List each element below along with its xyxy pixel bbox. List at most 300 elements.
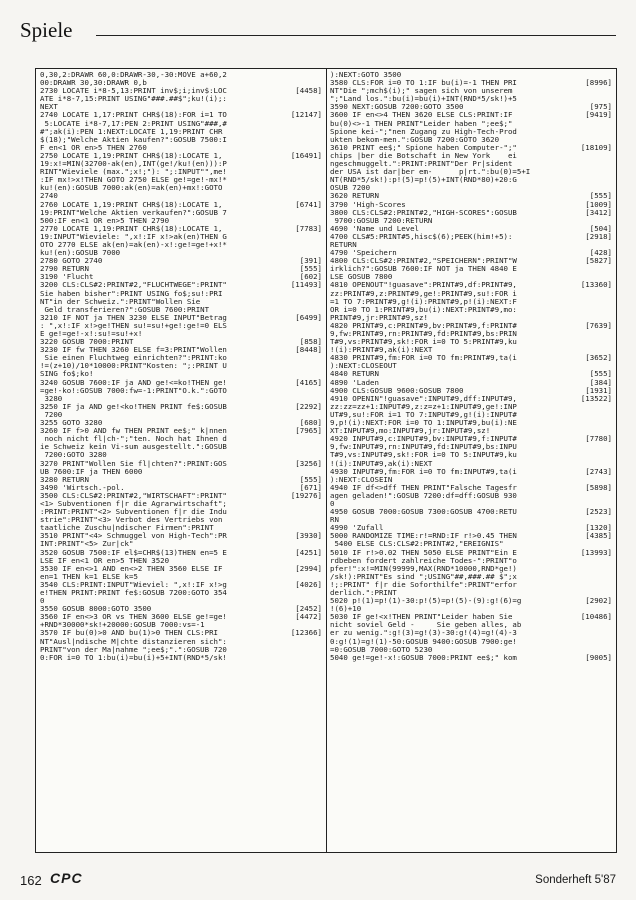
code-text: Sie einen Fluchtweg einrichten?":PRINT:ko [40,354,227,363]
code-text: T#9,vs:PRINT#9,sk!:FOR i=0 TO 5:PRINT#9,ku [330,338,517,347]
code-text: 4800 CLS:CLS#2:PRINT#2,"SPEICHERN":PRINT"W [330,257,517,266]
code-text: 3220 GOSUB 7000:PRINT [40,338,134,347]
code-line [40,557,322,565]
code-text: 4930 INPUT#9,fm:FOR i=0 TO fm:INPUT#9,ta(i [330,467,517,476]
code-text: F en<1 OR en>5 THEN 2760 [40,143,147,152]
code-text: irklich?":GOSUB 7600:IF NOT ja THEN 4840 E [330,265,517,274]
code-line [40,419,322,427]
code-line [40,629,322,637]
code-text: 5000 RANDOMIZE TIME:r!=RND:IF r!>0.45 THEN [330,532,517,541]
code-text: 3530 IF en<>1 AND en<>2 THEN 3560 ELSE IF [40,564,223,573]
code-text: 500:IF en<1 OR en>5 THEN 2790 [40,216,170,225]
checksum: [555] [299,264,322,274]
code-line [40,379,322,387]
code-line [330,524,612,532]
code-text: 3580 CLS:FOR i=0 TO 1:IF bu(i)=-1 THEN PRI [330,79,517,88]
code-line [40,476,322,484]
code-text: 4950 GOSUB 7000:GOSUB 7300:GOSUB 4700:RETU [330,508,517,517]
code-line [40,322,322,330]
checksum [576,290,612,298]
code-line [40,581,322,589]
code-text: 3600 IF en<>4 THEN 3620 ELSE CLS:PRINT:IF [330,111,513,120]
code-text: der USA ist dar|ber em- p|rt.":bu(0)=5+I [330,168,531,177]
code-line [330,468,612,476]
left-lines [36,69,326,662]
code-text: 4990 'Zufall [330,524,384,533]
code-line [40,225,322,233]
checksum: [4165] [295,377,322,387]
checksum [286,71,322,79]
code-line [330,281,612,289]
checksum: [13993] [580,547,612,557]
checksum: [1931] [585,385,612,395]
code-line [40,265,322,273]
checksum [576,120,612,128]
code-line [330,500,612,508]
code-line [330,306,612,314]
right-lines [326,69,616,662]
code-text: ATE i*8-7,15:PRINT USING"###.##$";ku!(i);: [40,95,227,104]
code-text: ngeschmuggelt.":PRINT:PRINT"Der Pr|sident [330,160,513,169]
checksum: [602] [299,272,322,282]
checksum: [4472] [295,612,322,622]
code-text: 0:FOR i=0 TO 1:bu(i)=bu(i)+5+INT(RND*5/sk! [40,653,227,662]
code-text: !(i):PRINT#9,ak(i):NEXT [330,346,433,355]
checksum [576,411,612,419]
listing-column-left [36,69,327,852]
code-text: Geld transferieren?":GOSUB 7600:PRINT [40,305,210,314]
code-line [330,540,612,548]
code-line [40,79,322,87]
code-text: #";ak(i):PEN 1:NEXT:LOCATE 1,19:PRINT CHR [40,127,223,136]
code-text: 2750 LOCATE 1,19:PRINT CHR$(18):LOCATE 1, [40,151,223,160]
code-text: 4840 RETURN [330,370,379,379]
checksum [286,241,322,249]
code-text: UT#9,su!:FOR i=1 TO 7:INPUT#9,g!(i):INPUT# [330,410,517,419]
code-line [330,225,612,233]
checksum [286,290,322,298]
code-line [40,565,322,573]
checksum [286,646,322,654]
code-text: ku!(en):GOSUB 7000:ak(en)=ak(en)+mx!:GOTO [40,184,223,193]
code-line [330,484,612,492]
code-line [330,549,612,557]
code-line [330,192,612,200]
checksum: [7639] [585,320,612,330]
code-text: 3520 GOSUB 7500:IF el$=CHR$(13)THEN en=5 E [40,548,227,557]
code-text: 9,fw:PRINT#9,rn:PRINT#9,fd:PRINT#9,bs:PRIN [330,330,517,338]
code-line [40,621,322,629]
code-text: 3620 RETURN [330,192,379,201]
code-line [40,549,322,557]
checksum [286,387,322,395]
checksum: [4458] [295,86,322,96]
checksum: [858] [299,337,322,347]
checksum: [2292] [295,401,322,411]
code-text: !(6)+10 [330,605,362,614]
code-text: 4690 'Name und Level [330,224,419,233]
code-line [40,160,322,168]
code-line [40,233,322,241]
code-text: 2740 [40,192,58,201]
code-line [330,111,612,119]
code-text: ie Schweiz kein Vi-sum ausgestellt.":GOSUB [40,443,227,452]
code-text: 3790 'High-Scores [330,200,406,209]
code-text: 5400 ELSE CLS:CLS#2:PRINT#2,"EREIGNIS" [330,540,504,549]
checksum: [3412] [585,207,612,217]
code-text: bu(0)<>-1 THEN PRINT"Leider haben ";ee$;" [330,119,513,128]
checksum: [4026] [295,579,322,589]
code-text: =0:GOSUB 7000:GOTO 5230 [330,645,433,654]
checksum: [4251] [295,547,322,557]
code-text: chips |ber die Botschaft in New York ei [330,151,517,160]
code-line [40,209,322,217]
checksum [576,338,612,346]
code-line [330,144,612,152]
code-line [40,395,322,403]
code-text: 4940 IF df<>dff THEN PRINT"Falsche Tagesfr [330,483,517,492]
checksum [286,298,322,306]
code-text: zz:PRINT#9,z:PRINT#9,ge!:PRINT#9,su!:FOR i [330,289,517,298]
code-line [330,87,612,95]
code-text: ";"Land los.":bu(i)=bu(i)+INT(RND*5/sk!)+5 [330,95,517,104]
code-line [330,395,612,403]
code-line [40,532,322,540]
code-line [40,346,322,354]
checksum [286,508,322,516]
checksum: [9005] [585,652,612,662]
code-text: <1> Subventionen f|r die Agrarwirtschaft"; [40,499,227,508]
code-text: E ge!=ge!-x!:su!=su!+x! [40,330,143,338]
code-text: 3490 'Wirtsch.-pol. [40,483,125,492]
code-text: pfer!":x!=MIN(99999,MAX(RND*10000,RND*ge!) [330,564,517,573]
code-line [40,249,322,257]
code-text: 5:LOCATE i*8-7,17:PEN 2:PRINT USING"###,# [40,119,227,128]
checksum [576,451,612,459]
code-text: RINT"Wieviele (max.";x!;"): ";:INPUT"",me! [40,168,227,177]
code-text: 4910 OPENIN"!guasave":INPUT#9,dff:INPUT#9, [330,394,517,403]
listing-column-right [326,69,616,852]
checksum [286,443,322,451]
code-line [330,128,612,136]
code-text: INT:PRINT"<5> Zur|ck" [40,540,134,549]
code-line [330,265,612,273]
code-text: OR i=0 TO 1:PRINT#9,bu(i):NEXT:PRINT#9,mo: [330,305,517,314]
code-line [40,290,322,298]
code-text: 19:INPUT"Wieviele: ",x!:IF x!>ak(en)THEN G [40,232,227,241]
code-text: rdbeben fordert zahlreiche Todes-":PRINT"o [330,556,517,565]
code-line [40,136,322,144]
code-line [330,176,612,184]
code-text: 5010 IF r!>0.02 THEN 5050 ELSE PRINT"Ein E [330,548,517,557]
code-line [330,290,612,298]
code-line [40,403,322,411]
code-text: 0 [40,597,45,606]
code-line [40,605,322,613]
code-text: T#9,vs:INPUT#9,sk!:FOR i=0 TO 5:INPUT#9,ku [330,451,517,460]
code-text: NT"Die ";mch$(i);" sagen sich von unserem [330,87,513,96]
code-text: =1 TO 7:PRINT#9,g!(i):PRINT#9,p!(i):NEXT:F [330,297,517,306]
code-line [330,354,612,362]
code-text: 4830 PRINT#9,fm:FOR i=0 TO fm:PRINT#9,ta(i [330,354,517,363]
checksum: [12147] [290,110,322,120]
code-line [330,346,612,354]
checksum: [1009] [585,199,612,209]
code-text: : ",x!:IF x!>ge!THEN su!=su!+ge!:ge!=0 ELS [40,321,227,330]
code-text: 4920 INPUT#9,c:INPUT#9,bv:INPUT#9,f:INPUT# [330,435,517,444]
code-line [40,241,322,249]
issue-label: Sonderheft 5'87 [535,874,616,886]
code-line [330,621,612,629]
checksum [286,136,322,144]
code-line [330,646,612,654]
code-line [40,597,322,605]
code-text: !=(z+10)/10*10000:PRINT"Kosten: ";:PRINT U [40,362,227,371]
checksum [286,500,322,508]
section-title: Spiele [20,18,73,42]
checksum: [2994] [295,563,322,573]
checksum [576,573,612,581]
code-text: RETURN [330,240,357,249]
code-text: noch nicht fl|ch-";"ten. Noch hat Ihnen d [40,435,227,444]
checksum: [7780] [585,434,612,444]
code-line [330,403,612,411]
checksum [576,621,612,629]
checksum: [6499] [295,312,322,322]
code-line [40,589,322,597]
code-text: 2790 RETURN [40,265,89,274]
code-line [40,540,322,548]
checksum: [555] [299,474,322,484]
code-text: 00:DRAWR 30,30:DRAWR 0,b [40,79,147,88]
code-line [40,87,322,95]
code-line [330,209,612,217]
code-text: 2760 LOCATE 1,19:PRINT CHR$(18):LOCATE 1, [40,200,223,209]
checksum: [5827] [585,256,612,266]
checksum [576,419,612,427]
code-text: XT:INPUT#9,mo:INPUT#9,jr:INPUT#9,sz! [330,427,491,436]
magazine-logo: CPC [50,870,83,886]
checksum: [2523] [585,507,612,517]
code-text: PRINT"von der Ma|nahme ";ee$;".":GOSUB 720 [40,645,227,654]
checksum [576,330,612,338]
code-line [330,322,612,330]
checksum: [680] [299,418,322,428]
checksum [576,298,612,306]
code-line [330,71,612,79]
code-line [330,362,612,370]
checksum: [9419] [585,110,612,120]
code-line [330,103,612,111]
checksum [286,638,322,646]
checksum [576,565,612,573]
code-line [330,379,612,387]
code-text: UB 7600:IF ja THEN 6000 [40,467,143,476]
checksum [286,160,322,168]
code-text: 0 [330,499,335,508]
checksum: [3652] [585,353,612,363]
code-line [330,508,612,516]
checksum: [6741] [295,199,322,209]
code-text: 7200:GOTO 3280 [40,451,107,460]
checksum: [8448] [295,345,322,355]
code-line [40,176,322,184]
code-text: ku!(en):GOSUB 7000 [40,249,121,258]
checksum: [4385] [585,531,612,541]
code-text: ukten bekom-men.":GOSUB 7200:GOTO 3620 [330,135,500,144]
checksum [286,362,322,370]
checksum: [2918] [585,231,612,241]
code-text: ):NEXT:CLOSEIN [330,475,393,484]
header-rule [96,35,616,36]
code-text: 4820 PRINT#9,c:PRINT#9,bv:PRINT#9,f:PRINT# [330,321,517,330]
code-text: ):NEXT:GOTO 3500 [330,71,402,79]
code-line [40,273,322,281]
code-text: 3570 IF bu(0)>0 AND bu(1)>0 THEN CLS:PRI [40,629,218,638]
code-line [330,654,612,662]
checksum: [10486] [580,612,612,622]
code-text: en=1 THEN k=1 ELSE k=5 [40,572,138,581]
code-text: 2730 LOCATE i*8-5,13:PRINT inv$;i;inv$:LOC [40,87,227,96]
code-line [40,306,322,314]
checksum: [5898] [585,482,612,492]
code-line [330,257,612,265]
code-text: er zu wenig.":g!(3)=g!(3)-30:g!(4)=g!(4)-3 [330,629,517,638]
code-line [40,524,322,532]
code-line [330,605,612,613]
code-line [330,476,612,484]
code-text: NT(RND*5/sk!):p!(5)=p!(5)+INT(RND*80)+20:G [330,176,517,185]
code-line [330,314,612,322]
checksum [286,322,322,330]
code-line [40,168,322,176]
code-text: 4900 CLS:GOSUB 9600:GOSUB 7800 [330,386,464,395]
code-line [40,362,322,370]
code-line [330,201,612,209]
code-line [330,597,612,605]
code-text: SING fo$;ko! [40,370,94,379]
checksum: [11493] [290,280,322,290]
checksum: [428] [589,248,612,258]
code-line [40,144,322,152]
code-line [40,468,322,476]
code-text: 3230 IF fw THEN 3260 ELSE f=3:PRINT"Wollen [40,346,227,355]
code-text: 3270 PRINT"Wollen Sie fl|chten?":PRINT:GOS [40,459,227,468]
code-line [330,95,612,103]
checksum [576,403,612,411]
code-text: :IF mx!>x!THEN GOTO 2750 ELSE ge!=ge!-mx!* [40,176,227,185]
checksum [576,443,612,451]
code-line [330,241,612,249]
code-line [40,638,322,646]
code-line [40,370,322,378]
checksum: [7965] [295,426,322,436]
code-line [330,217,612,225]
code-line [40,338,322,346]
code-line [330,387,612,395]
code-line [40,646,322,654]
code-text: derlich.":PRINT [330,589,397,597]
code-line [330,160,612,168]
code-line [330,168,612,176]
checksum [286,95,322,103]
code-text: zz:zz=zz+1:INPUT#9,z:z=z+1:INPUT#9,ge!:INP [330,402,517,411]
checksum: [555] [589,191,612,201]
checksum: [2902] [585,596,612,606]
code-line [40,443,322,451]
checksum [286,516,322,524]
code-text: agen geladen!":GOSUB 7200:df=dff:GOSUB 930 [330,491,517,500]
code-text: strie":PRINT"<3> Verbot des Vertriebs von [40,516,223,525]
code-text: !;:PRINT" f|r die Soforthilfe":PRINT"erfor [330,580,517,589]
code-text: 4890 'Laden [330,378,379,387]
code-line [330,419,612,427]
checksum [286,233,322,241]
code-line [40,128,322,136]
code-line [330,330,612,338]
code-line [330,298,612,306]
code-text: =ge!-ko!:GOSUB 7000:fw=-1:PRINT"O.k.":GOTO [40,386,227,395]
code-text: 5040 ge!=ge!-x!:GOSUB 7000:PRINT ee$;" kom [330,653,517,662]
code-text: NT"Ausl|ndische M|chte distanzieren sich": [40,637,227,646]
code-line [40,484,322,492]
checksum [576,160,612,168]
checksum: [7783] [295,223,322,233]
code-line [330,638,612,646]
code-text: 3550 GOSUB 8000:GOTO 3500 [40,605,152,614]
code-text: 3200 CLS:CLS#2:PRINT#2,"FLUCHTWEGE":PRINT" [40,281,227,290]
code-line [330,589,612,597]
code-line [330,152,612,160]
code-text: 3190 'Flucht [40,273,94,282]
code-text: 4810 OPENOUT"!guasave":PRINT#9,df:PRINT#9, [330,281,517,290]
code-text: ):NEXT:CLOSEOUT [330,362,397,371]
code-text: 4700 CLS#5:PRINT#5,hisc$(6);PEEK(him!+5): [330,232,513,241]
code-line [330,120,612,128]
checksum: [16491] [290,150,322,160]
checksum [576,128,612,136]
checksum [576,168,612,176]
code-text: 3540 CLS:PRINT:INPUT"Wieviel: ",x!:IF x!>g [40,580,227,589]
code-line [40,354,322,362]
checksum: [555] [589,369,612,379]
code-line [40,460,322,468]
code-line [40,427,322,435]
code-text: 3210 IF NOT ja THEN 3230 ELSE INPUT"Betrag [40,313,227,322]
code-text: 3560 IF en<>3 OR vs THEN 3600 ELSE ge!=ge! [40,613,227,622]
checksum: [504] [589,223,612,233]
listing-box [35,68,617,853]
code-text: 3240 GOSUB 7600:IF ja AND ge!<=ko!THEN ge! [40,378,227,387]
code-text: 5020 p!(1)=p!(1)-30:p!(5)=p!(5)-(9):g!(6)=g [330,597,522,606]
checksum [576,152,612,160]
code-text: NEXT [40,103,58,112]
checksum [576,306,612,314]
code-line [330,532,612,540]
checksum: [3256] [295,458,322,468]
code-line [40,152,322,160]
code-text: e!THEN PRINT:PRINT fe$:GOSUB 7200:GOTO 354 [40,589,227,597]
code-line [330,136,612,144]
code-line [40,435,322,443]
code-text: $(18);"Welche Aktien kaufen?":GOSUB 7500:I [40,135,227,144]
code-line [330,565,612,573]
code-text: 3280 [40,394,63,403]
code-line [40,516,322,524]
code-line [40,71,322,79]
code-text: /sk!):PRINT"Es sind ";USING"##,###.## $";x [330,572,517,581]
checksum: [384] [589,377,612,387]
